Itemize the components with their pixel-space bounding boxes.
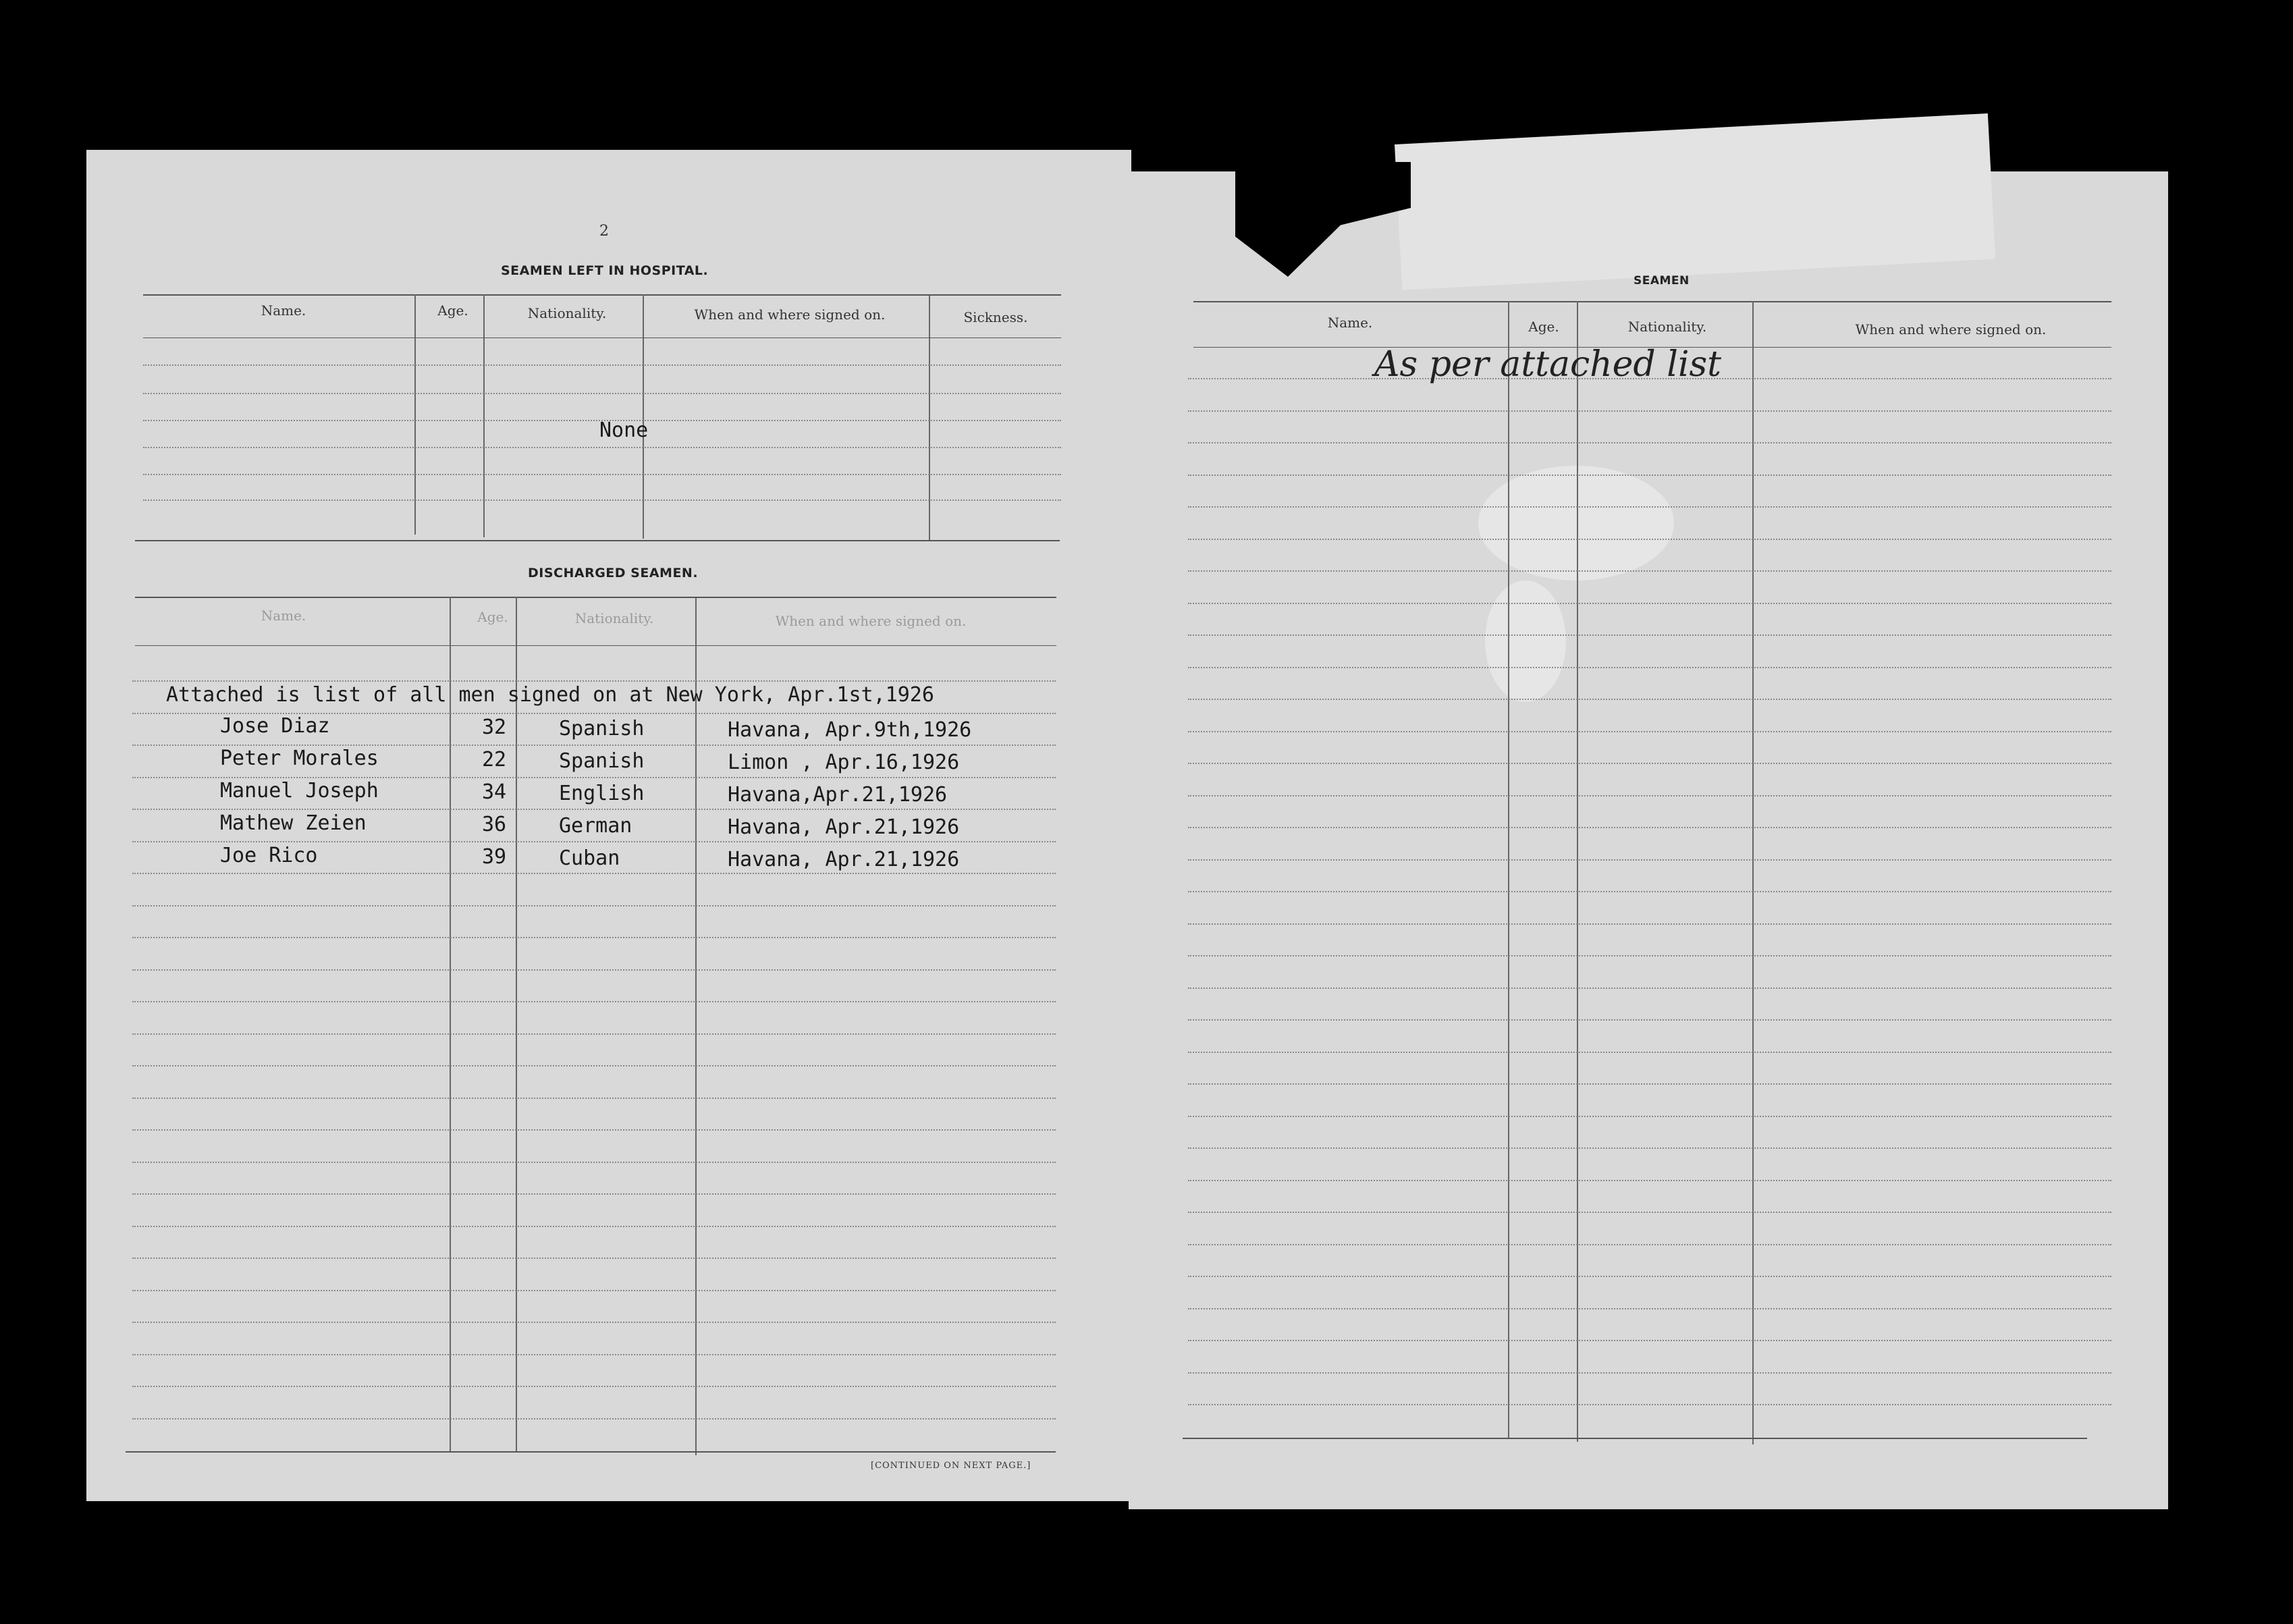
seaman-nationality: German	[559, 814, 632, 838]
hospital-heading: SEAMEN LEFT IN HOSPITAL.	[501, 263, 709, 278]
rule	[1508, 301, 1509, 1439]
seaman-name: Jose Diaz	[220, 714, 330, 738]
rule	[1193, 301, 2111, 302]
seaman-name: Manuel Joseph	[220, 779, 379, 803]
seaman-age: 22	[482, 748, 507, 772]
rule	[126, 1451, 1056, 1453]
ruled-line	[1188, 539, 2111, 540]
ruled-line	[1188, 634, 2111, 636]
ruled-line	[1188, 570, 2111, 572]
seaman-nationality: English	[559, 782, 645, 805]
ruled-line	[132, 905, 1056, 906]
rule	[1183, 1438, 2087, 1439]
ruled-line	[1188, 506, 2111, 508]
seaman-signed-on: Havana,Apr.21,1926	[728, 783, 948, 807]
discharged-col-name: Name.	[261, 607, 306, 624]
seaman-signed-on: Havana, Apr.21,1926	[728, 848, 960, 871]
ruled-line	[132, 1386, 1056, 1387]
ruled-line	[143, 447, 1061, 448]
seaman-signed-on: Havana, Apr.21,1926	[728, 815, 960, 839]
seaman-age: 39	[482, 845, 507, 869]
discharged-note: Attached is list of all men signed on at New York, Apr.1st,1926	[166, 683, 934, 707]
right-col-signed: When and where signed on.	[1855, 321, 2047, 337]
ruled-line	[132, 1290, 1056, 1291]
ruled-line	[132, 1162, 1056, 1163]
ruled-line	[1188, 987, 2111, 989]
ruled-line	[1188, 731, 2111, 732]
ruled-line	[132, 1193, 1056, 1195]
ruled-line	[143, 393, 1061, 394]
ruled-line	[1188, 1404, 2111, 1405]
ruled-line	[132, 1065, 1056, 1066]
ruled-line	[132, 1322, 1056, 1323]
ruled-line	[1188, 1372, 2111, 1374]
ruled-line	[132, 1033, 1056, 1035]
hospital-col-name: Name.	[261, 302, 306, 319]
right-page-heading: SEAMEN	[1634, 274, 1690, 288]
hospital-none-entry: None	[599, 418, 649, 442]
stain	[1485, 580, 1566, 702]
ruled-line	[132, 1129, 1056, 1131]
ruled-line	[132, 1257, 1056, 1259]
rule	[414, 294, 416, 535]
ruled-line	[1188, 442, 2111, 443]
rule	[1752, 301, 1754, 1444]
ruled-line	[1188, 1340, 2111, 1341]
seaman-signed-on: Limon , Apr.16,1926	[728, 751, 960, 774]
seaman-name: Joe Rico	[220, 844, 318, 867]
ruled-line	[132, 1098, 1056, 1099]
ruled-line	[1188, 699, 2111, 700]
ruled-line	[132, 1354, 1056, 1355]
seaman-name: Peter Morales	[220, 747, 379, 770]
ruled-line	[1188, 410, 2111, 412]
ruled-line	[132, 809, 1056, 810]
discharged-col-age: Age.	[477, 609, 508, 625]
torn-paper-strip	[1395, 113, 1995, 290]
rule	[1577, 301, 1578, 1442]
ruled-line	[132, 1226, 1056, 1227]
rule	[450, 597, 451, 1451]
ruled-line	[132, 680, 1056, 682]
ruled-line	[143, 474, 1061, 475]
hospital-col-signed: When and where signed on.	[694, 306, 886, 323]
right-col-name: Name.	[1327, 315, 1373, 331]
hospital-col-nationality: Nationality.	[527, 305, 607, 321]
hospital-col-sickness: Sickness.	[963, 309, 1028, 325]
seaman-nationality: Spanish	[559, 749, 645, 773]
discharged-col-nationality: Nationality.	[574, 610, 654, 626]
rule	[143, 337, 1061, 338]
discharged-col-signed: When and where signed on.	[775, 613, 967, 629]
ruled-line	[1188, 891, 2111, 892]
ruled-line	[1188, 603, 2111, 604]
right-col-age: Age.	[1528, 319, 1559, 335]
ruled-line	[143, 364, 1061, 366]
seaman-age: 34	[482, 780, 507, 804]
rule	[135, 540, 1060, 541]
ruled-line	[1188, 1052, 2111, 1053]
seaman-nationality: Spanish	[559, 717, 645, 740]
seaman-age: 36	[482, 813, 507, 836]
ruled-line	[143, 499, 1061, 501]
ruled-line	[1188, 763, 2111, 764]
ruled-line	[1188, 1116, 2111, 1117]
rule	[695, 598, 697, 1455]
rule	[643, 294, 644, 539]
ruled-line	[1188, 827, 2111, 828]
ruled-line	[132, 937, 1056, 938]
hospital-col-age: Age.	[437, 302, 468, 319]
ruled-line	[1188, 1212, 2111, 1213]
ruled-line	[132, 873, 1056, 874]
ruled-line	[132, 777, 1056, 778]
right-col-nationality: Nationality.	[1627, 319, 1707, 335]
seaman-name: Mathew Zeien	[220, 811, 367, 835]
rule	[135, 597, 1056, 598]
discharged-heading: DISCHARGED SEAMEN.	[528, 566, 699, 580]
ruled-line	[1188, 955, 2111, 956]
ruled-line	[1188, 475, 2111, 476]
rule	[483, 294, 485, 537]
seaman-age: 32	[482, 715, 507, 739]
ruled-line	[132, 745, 1056, 746]
ruled-line	[1188, 1019, 2111, 1021]
page-number: 2	[599, 223, 609, 240]
ruled-line	[132, 1001, 1056, 1002]
seaman-signed-on: Havana, Apr.9th,1926	[728, 718, 972, 742]
handwritten-note: As per attached list	[1374, 344, 1722, 385]
ruled-line	[1188, 859, 2111, 861]
rule	[929, 296, 930, 540]
ruled-line	[1188, 795, 2111, 796]
ruled-line	[1188, 1308, 2111, 1309]
rule	[143, 294, 1061, 296]
ruled-line	[132, 969, 1056, 971]
rule	[135, 645, 1056, 646]
ruled-line	[1188, 1147, 2111, 1149]
ruled-line	[1188, 1244, 2111, 1245]
ruled-line	[1188, 667, 2111, 668]
ruled-line	[1188, 923, 2111, 925]
ruled-line	[132, 1418, 1056, 1419]
ruled-line	[1188, 1180, 2111, 1181]
ruled-line	[1188, 1083, 2111, 1085]
rule	[516, 597, 517, 1453]
ruled-line	[1188, 1276, 2111, 1277]
ruled-line	[132, 841, 1056, 842]
seaman-nationality: Cuban	[559, 846, 620, 870]
continued-footer: [CONTINUED ON NEXT PAGE.]	[871, 1461, 1031, 1471]
